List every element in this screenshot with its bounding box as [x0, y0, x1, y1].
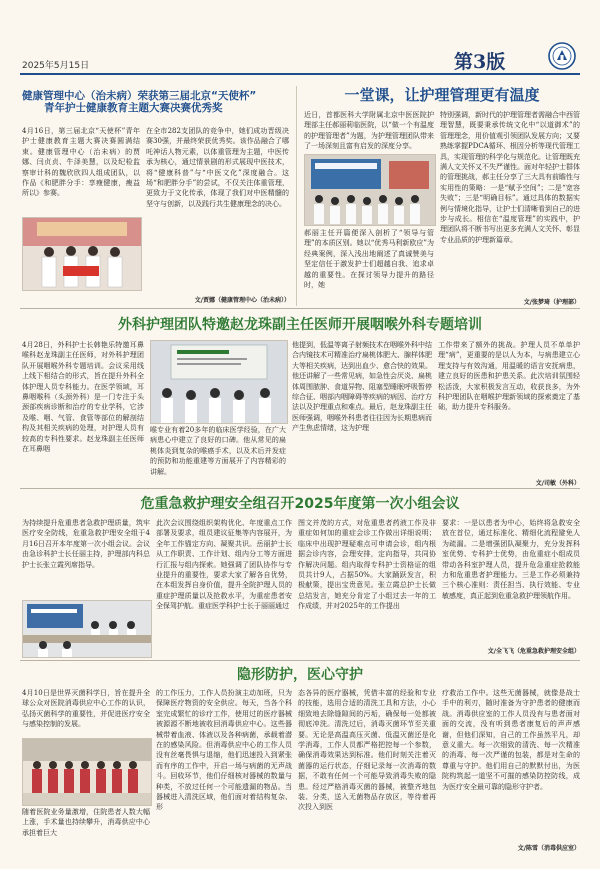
hospital-emblem-icon: [548, 42, 576, 70]
article1-title-line1: 健康管理中心（治未病）荣获第三届北京“天使杯”: [22, 90, 257, 102]
column-divider: [296, 86, 297, 306]
article1-author: 文/贾娜（健康管理中心（治未病））: [194, 297, 290, 304]
article5-author: 文/陈雪（消毒供应室）: [517, 845, 580, 852]
sterilization-team-photo-icon: [23, 739, 151, 805]
article5-photo-caption: 随着医院业务量激增，住院患者人数大幅上涨，手术量也持续攀升，消毒供应中心承担着巨大: [22, 808, 150, 837]
article5-col4: 疗救治工作中。这些无菌器械，就像是战士手中的利刃，随时准备为守护患者的健康而战。消毒供应室的工作人员没有与患者面对面的交流，没有听到患者康复后的声声感谢，但他们深知，自己的工作虽然平凡，却意义重大。每一次细致的清洗、每一次精准的消毒、每一次严谨的包装，都是对生命的尊重与守护。他们用自己的默默付出，为医院构筑起一道坚不可摧的感染防控防线，成为医疗安全最可靠的隐形守护者。: [442, 689, 580, 791]
article1-title: [22, 90, 287, 114]
article4-col4: 要求：一是以患者为中心，始终将急救安全放在首位，通过标准化、精细化流程避免人为疏漏。二是增强团队凝聚力，充分发挥科室优势、专科护士优势，由危重症小组成员带动各科室护理人员，提升危急重症抢救能力和危重患者护理能力。三是工作必须兼持三个核心准则：责任担当、执行效能、专业敏感度，真正起到危重急救护理领航作用。: [442, 519, 580, 600]
article2-col1: 近日，首都医科大学附属北京中医医院护理部主任郝丽莉临医院，以“做一个有温度的护理管理者”为题，为护理管理团队带来了一场深刻且富有启发的深度分享。: [304, 111, 434, 151]
article3-col4: 工作带来了额外的挑战。护理人员不单单护理“病”，更重要的是以人为本，与病患建立心理支持与有效沟通，用温暖的语言安抚病患，建立良好的医患和护患关系。此次培训氛围轻松活泼，大家积极发言互动，收获良多，为外科护理团队在咽喉护理新领域的探索奠定了基础，助力提升专科服务。: [438, 341, 580, 412]
article2-col2: 特别强调，新时代的护理管理者需融合中西管理智慧，既要秉承传统文化中“以道御术”的管理理念，用价值观引领团队发展方向；又要熟练掌握PDCA循环、根因分析等现代管理工具，实现管理的科学化与规范化。让管理既充满人文关怀又不失严谨性。面对年轻护士群体的管理挑战，郝主任分享了三大具有前瞻性与实用性的策略：一是“赋予空间”；二是“宽容失败”；三是“明确目标”。通过具体的数据实例与情境化指导，让护士们清晰看到自己的进步与成长。相信在“温度管理”的实践中，护理团队将不断书写出更多充满人文关怀、彰显专业品质的护理新篇章。: [440, 111, 580, 244]
article3-author: 文/司敏（外科）: [535, 480, 580, 487]
lecture-photo-icon: [305, 155, 435, 225]
article5-title: 隐形防护，医心守护: [237, 667, 363, 683]
article3-photo: [150, 340, 288, 424]
article2-photo: [304, 154, 436, 226]
article3-photo-caption: 喉专业有着20多年的临床医学经验，在广大病患心中建立了良好的口碑。他从常见的扁桃体炎到复杂的喉癌手术，以及术后并发症的预防和功能重建等方面展开了内容精彩的讲解。: [150, 426, 286, 476]
article4-title: 危重急救护理安全组召开2025年度第一次小组会议: [140, 496, 460, 512]
article1-title-line2: 青年护士健康教育主题大赛决赛优秀奖: [44, 102, 223, 115]
training-photo-icon: [151, 341, 287, 423]
meeting-photo-icon: [23, 601, 151, 657]
article2-photo-caption: 郝丽主任开篇便深入剖析了“领导与管理”的本质区别。她以“优秀马利新欧应”为经典案例，深入浅出地阐述了真诚赞美与坚定信任于激发护士们超越自我、追求卓越的重要性。在探讨领导力提升的路径时，她: [304, 229, 434, 290]
section-divider: [20, 660, 580, 661]
article3-col1: 4月28日，外科护士长韩艳乐特邀耳鼻喉科赵龙珠副主任医师，对外科护理团队开展咽喉外科专题培训。会议采用线上线下相结合的形式，旨在提升外科全体护理人员专科能力。在医学领域，耳鼻咽喉科（头颈外科）是一门专注于头颈部疾病诊断和治疗的专业学科，它涉及喉、咽、气管、食管等部位的解剖结构及其相关疾病的处理，对护理人员有较高的专科性要求。赵龙珠副主任医师在耳鼻咽: [22, 341, 144, 454]
article1-col1: 4月16日，第三届北京“天使杯”青年护士健康教育主题大赛决赛圆满结束。健康管理中心（治未病）的贾娜、闫贞贞、牛泽美慧，以及纪检监察审计科的魏欣欣四人组成团队，以作品《和肥胖分手：享瘦健康，瘦益所以》参赛。: [22, 127, 140, 198]
article3-col3: 他提到，低温等离子射频技术在咽喉外科中结合内镜技术可精准治疗扁桃体肥大、腺样体肥大等相关疾病，达到出血少、愈合快的效果。他还讲解了一些常见病，如急性会厌炎、扁桃体周围脓肿、食道异物、阻塞型睡眠呼吸暂停综合征、咽部内咽障碍等疾病的病因、治疗方法以及护理重点和难点。最后，赵龙珠副主任医师强调，咽喉外科患者往往因为长期患病而产生焦虑情绪，这为护理: [292, 341, 432, 433]
section-divider: [20, 308, 580, 309]
article5-col2: 的工作压力，工作人员扮演主动加班，只为保障医疗物资的安全供应。每天，当各个科室完成繁忙的诊疗工作，使用过的医疗器械被源源不断地被收回消毒供应中心。这些器械带着血液、体液以及各种病菌，承载着潜在的感染风险。但消毒供应中心的工作人员没有丝毫畏惧与退缩，他们迅速投入到紧张而有序的工作中，开启一场与病菌的无声战斗。回收环节，他们仔细核对器械的数量与种类，不放过任何一个可能遗漏的物品。当器械进入清洗区域，他们面对着结构复杂、形: [156, 689, 292, 812]
article1-col2: 在全市282支团队的竞争中，她们成功晋级决赛30强，并最终荣获优秀奖。该作品融合了哪吒神话人物元素，以体重管理为主题，中医传承为核心，通过情景剧的形式展现中医技术，将“健康科普”与“中医文化”深度融合。这场“和肥胖分手”的尝试，不仅关注体重管理，更致力于文化传承，体现了我们对中医精髓的坚守与创新，以及践行共生健康理念的决心。: [146, 127, 289, 208]
section-divider: [20, 488, 580, 489]
article4-col3: 图文并茂的方式，对危重患者药液工作及非重症如何加的重症会诊工作做出详细说明；临床中出现护理疑难点可申请会诊，组内根据会诊内容，会理安排，定向指导，共同协作解决问题。组内取得专科护士资格证的组员共计9人，占据50%。大家踊跃发言，积极献策，提出宝贵意见。张立霞总护士长做总结发言，她充分肯定了小组过去一年的工作成绩，并对2025年的工作提出: [298, 519, 436, 611]
article5-photo: [22, 738, 152, 806]
article4-col1: 为持续提升危重患者急救护理质量，筑牢医疗安全防线，危重急救护理安全组于4月16日召开本年度第一次小组会议。会议由急诊科护士长任丽主持，护理部内科总护士长张立霞列席指导。: [22, 519, 150, 569]
article4-author: 文/全飞飞（危重急救护理安全组）: [487, 648, 580, 655]
article2-title: 一堂课，让护理管理更有温度: [344, 86, 540, 104]
page-number: 第3版: [454, 51, 506, 73]
article2-author: 文/张梦琦（护理部）: [523, 299, 580, 306]
article4-col2: 此次会议围绕组织架构优化、年度重点工作部署及要求，组员建议征集等内容展开，为全年工作锚定方向、凝聚共识。岳丽护士长从工作职责、工作计划、组内分工等方面进行汇报与组内探索。她强调了团队协作与专业提升的重要性，要求大家了解各自优势，在本组发挥自身价值，提升全院护理人员的重症护理质量以及抢救水平，为重症患者安全保驾护航。重症医学科护士长于丽丽通过: [156, 519, 292, 611]
article4-photo: [22, 600, 152, 658]
article5-col1: 4月10日是世界灭菌科学日，旨在提升全球公众对医院消毒供应中心工作的认识，弘扬灭菌科学的重要性，并促进医疗安全与感染控制的发展。: [22, 689, 150, 729]
article1-photo: [22, 217, 142, 291]
issue-date: 2025年5月15日: [22, 61, 90, 71]
article3-title: 外科护理团队特邀赵龙珠副主任医师开展咽喉外科专题培训: [118, 317, 482, 333]
header-rule: [20, 73, 580, 75]
team-photo-icon: [23, 218, 141, 290]
article5-col3: 态各异的医疗器械，凭借丰富的经验和专业的技能，选用合适的清洗工具和方法，小心细致地去除缝隙间的污垢，确保每一处都被彻底冲洗。清洗过后，消毒灭菌环节至关重要。无论是高温高压灭菌、低温灭菌还是化学消毒，工作人员都严格把控每一个参数，确保消毒效果达到标准。他们时刻关注着灭菌器的运行状态，仔细记录每一次消毒的数据，不敢有任何一个可能导致消毒失败的隐患。经过严格消毒灭菌的器械，被整齐地包装、分类，送入无菌物品存放区，等待着再次投入到医: [298, 689, 436, 812]
